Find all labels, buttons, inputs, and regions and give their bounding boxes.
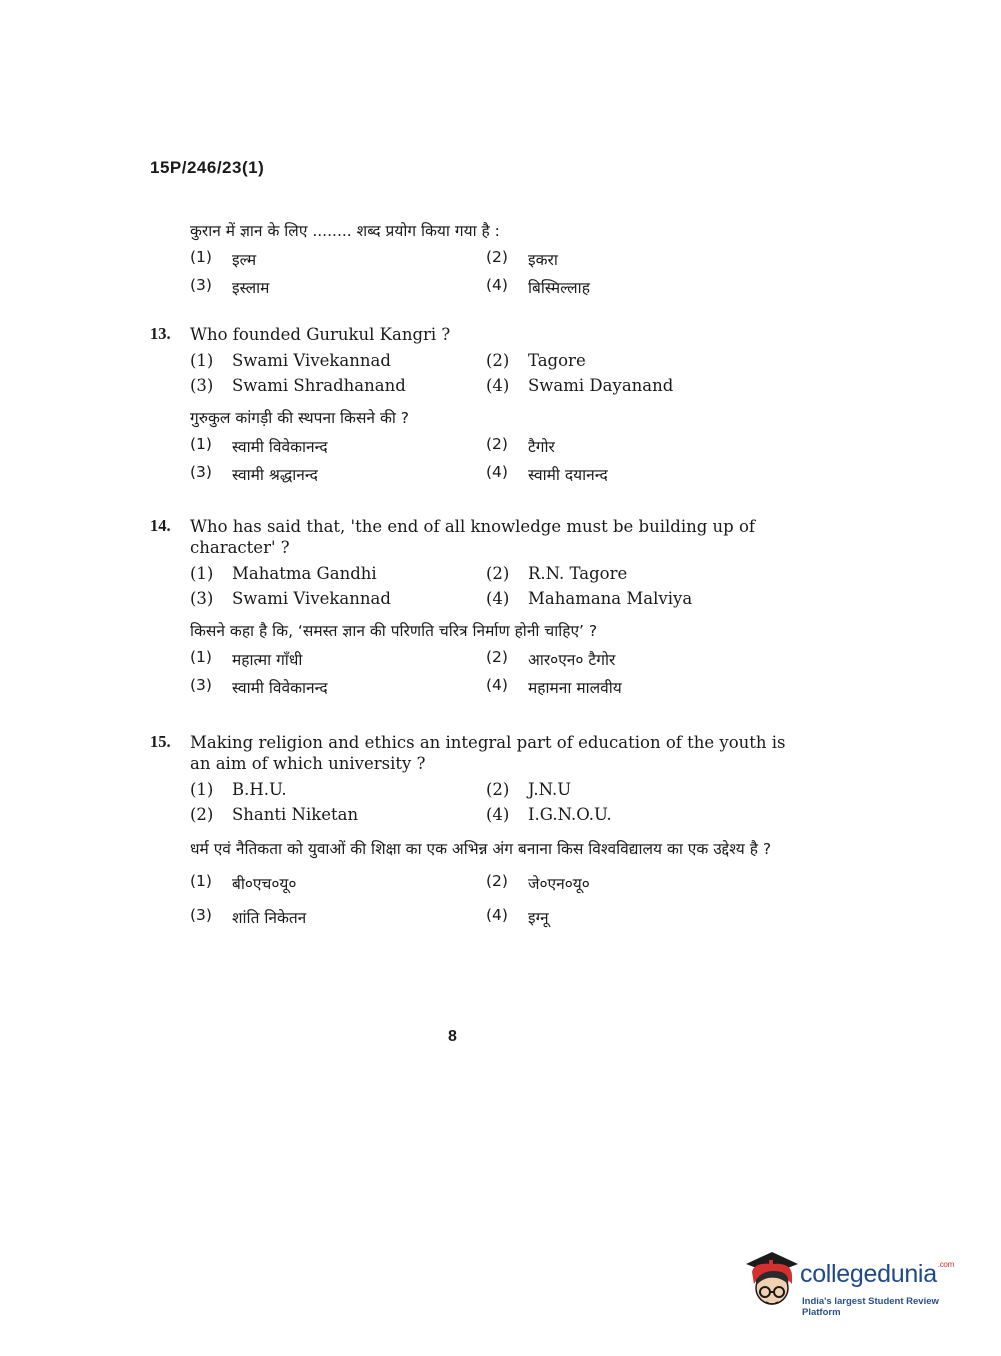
option: (2) J.N.U bbox=[486, 780, 572, 799]
option: (4) इग्नू bbox=[486, 906, 549, 927]
option: (1) B.H.U. bbox=[190, 780, 287, 799]
option: (3) स्वामी विवेकानन्द bbox=[190, 676, 328, 697]
option: (2) जे०एन०यू० bbox=[486, 872, 590, 893]
option: (4) I.G.N.O.U. bbox=[486, 805, 612, 824]
option: (1) Swami Vivekannad bbox=[190, 351, 391, 370]
question-number: 14. bbox=[150, 516, 171, 535]
option: (1) Mahatma Gandhi bbox=[190, 564, 377, 583]
question-15 bbox=[150, 732, 790, 928]
option: (4) स्वामी दयानन्द bbox=[486, 463, 608, 484]
question-13 bbox=[150, 324, 790, 485]
question-text-english: Who founded Gurukul Kangri ? bbox=[190, 325, 451, 344]
brand-tagline: India's largest Student Review Platform bbox=[802, 1296, 939, 1318]
option: (3) इस्लाम bbox=[190, 276, 270, 297]
option: (1) महात्मा गाँधी bbox=[190, 648, 303, 669]
brand-name: collegedunia$^{.com}$ bbox=[800, 1260, 954, 1288]
page-code: 15P/246/23(1) bbox=[150, 158, 265, 177]
question-14 bbox=[150, 516, 790, 698]
option: (4) महामना मालवीय bbox=[486, 676, 622, 697]
option: (2) R.N. Tagore bbox=[486, 564, 628, 583]
question-text-english: Who has said that, 'the end of all knowledge must be building up of character' ? bbox=[190, 517, 756, 557]
option: (2) Tagore bbox=[486, 351, 586, 370]
option: (2) टैगोर bbox=[486, 435, 555, 456]
question-text-hindi: किसने कहा है कि, ‘समस्त ज्ञान की परिणति चरित्र निर्माण होनी चाहिए’ ? bbox=[190, 622, 598, 640]
question-number: 13. bbox=[150, 324, 171, 343]
option: (1) बी०एच०यू० bbox=[190, 872, 297, 893]
option: (3) स्वामी श्रद्धानन्द bbox=[190, 463, 318, 484]
option: (4) Swami Dayanand bbox=[486, 376, 674, 395]
question-text-english: Making religion and ethics an integral part of education of the youth is an aim of which university ? bbox=[190, 733, 786, 773]
question-text-hindi: गुरुकुल कांगड़ी की स्थपना किसने की ? bbox=[190, 409, 410, 427]
question-text-hindi: धर्म एवं नैतिकता को युवाओं की शिक्षा का एक अभिन्न अंग बनाना किस विश्वविद्यालय का एक उद्देश्य है ? bbox=[190, 840, 772, 858]
option: (3) Swami Shradhanand bbox=[190, 376, 406, 395]
question-number: 15. bbox=[150, 732, 171, 751]
option: (2) आर०एन० टैगोर bbox=[486, 648, 616, 669]
collegedunia-watermark bbox=[742, 1250, 972, 1320]
option: (3) Swami Vivekannad bbox=[190, 589, 391, 608]
option: (1) इल्म bbox=[190, 248, 257, 269]
option: (2) Shanti Niketan bbox=[190, 805, 359, 824]
option: (4) बिस्मिल्लाह bbox=[486, 276, 590, 297]
mascot-logo-icon bbox=[742, 1250, 800, 1312]
option: (4) Mahamana Malviya bbox=[486, 589, 693, 608]
prev-question-hindi bbox=[150, 220, 790, 298]
brand-suffix: .com bbox=[937, 1260, 954, 1269]
question-text-hindi: कुरान में ज्ञान के लिए ........ शब्द प्रयोग किया गया है : bbox=[190, 222, 500, 240]
option: (1) स्वामी विवेकानन्द bbox=[190, 435, 328, 456]
page-number: 8 bbox=[448, 1028, 457, 1045]
option: (3) शांति निकेतन bbox=[190, 906, 307, 927]
option: (2) इकरा bbox=[486, 248, 558, 269]
